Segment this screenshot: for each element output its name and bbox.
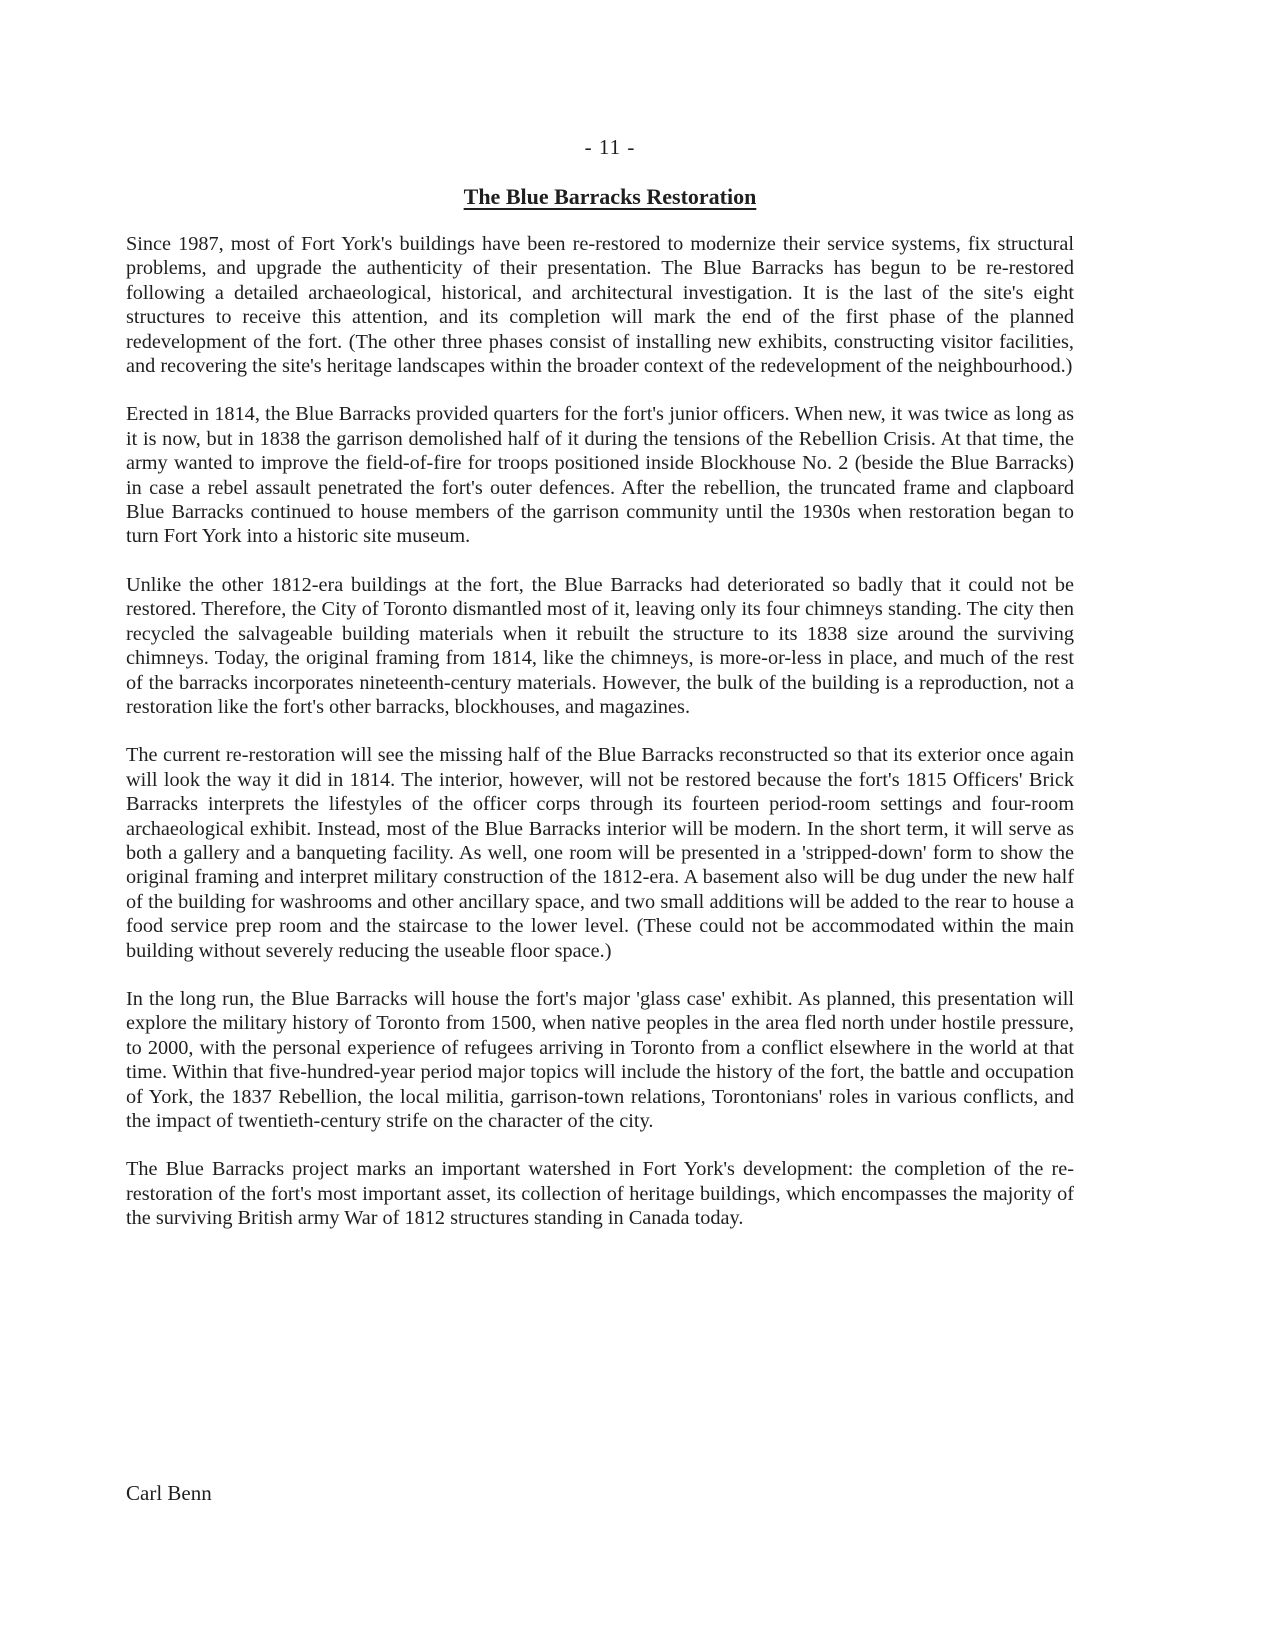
page-number: - 11 - [584, 135, 636, 159]
paragraph-6: The Blue Barracks project marks an important watershed in Fort York's development: the completion of the re-restoration of the fort's most important asset, its collection of heritage buildings, which encompasses the majority of the surviving British army War of 1812 structures standing in Canada today. [126, 1158, 1074, 1230]
paragraph-5: In the long run, the Blue Barracks will house the fort's major 'glass case' exhibit. As planned, this presentation will explore the military history of Toronto from 1500, when native peoples in the area fled north under hostile pressure, to 2000, with the personal experience of refugees arriving in Toronto from a conflict elsewhere in the world at that time. Within that five-hundred-year period major topics will include the history of the fort, the battle and occupation of York, the 1837 Rebellion, the local militia, garrison-town relations, Torontonians' roles in various conflicts, and the impact of twentieth-century strife on the character of the city. [126, 987, 1074, 1132]
paragraph-2: Erected in 1814, the Blue Barracks provided quarters for the fort's junior officers. When new, it was twice as long as it is now, but in 1838 the garrison demolished half of it during the tensions of the Rebellion Crisis. At that time, the army wanted to improve the field-of-fire for troops positioned inside Blockhouse No. 2 (beside the Blue Barracks) in case a rebel assault penetrated the fort's outer defences. After the rebellion, the truncated frame and clapboard Blue Barracks continued to house members of the garrison community until the 1930s when restoration began to turn Fort York into a historic site museum. [126, 403, 1074, 548]
paragraph-4: The current re-restoration will see the missing half of the Blue Barracks reconstructed so that its exterior once again will look the way it did in 1814. The interior, however, will not be restored because the fort's 1815 Officers' Brick Barracks interprets the lifestyles of the officer corps through its fourteen period-room settings and four-room archaeological exhibit. Instead, most of the Blue Barracks interior will be modern. In the short term, it will serve as both a gallery and a banqueting facility. As well, one room will be presented in a 'stripped-down' form to show the original framing and interpret military construction of the 1812-era. A basement also will be dug under the new half of the building for washrooms and other ancillary space, and two small additions will be added to the rear to house a food service prep room and the staircase to the lower level. (These could not be accommodated within the main building without severely reducing the useable floor space.) [126, 744, 1074, 962]
paragraph-3: Unlike the other 1812-era buildings at the fort, the Blue Barracks had deteriorated so badly that it could not be restored. Therefore, the City of Toronto dismantled most of it, leaving only its four chimneys standing. The city then recycled the salvageable building materials when it rebuilt the structure to its 1838 size around the surviving chimneys. Today, the original framing from 1814, like the chimneys, is more-or-less in place, and much of the rest of the barracks incorporates nineteenth-century materials. However, the bulk of the building is a reproduction, not a restoration like the fort's other barracks, blockhouses, and magazines. [126, 573, 1074, 718]
paragraph-1: Since 1987, most of Fort York's buildings have been re-restored to modernize their service systems, fix structural problems, and upgrade the authenticity of their presentation. The Blue Barracks has begun to be re-restored following a detailed archaeological, historical, and architectural investigation. It is the last of the site's eight structures to receive this attention, and its completion will mark the end of the first phase of the planned redevelopment of the fort. (The other three phases consist of installing new exhibits, constructing visitor facilities, and recovering the site's heritage landscapes within the broader context of the redevelopment of the neighbourhood.) [126, 233, 1074, 378]
author-signature: Carl Benn [126, 1481, 212, 1505]
document-body [126, 232, 1074, 1255]
document-title: The Blue Barracks Restoration [463, 184, 757, 209]
